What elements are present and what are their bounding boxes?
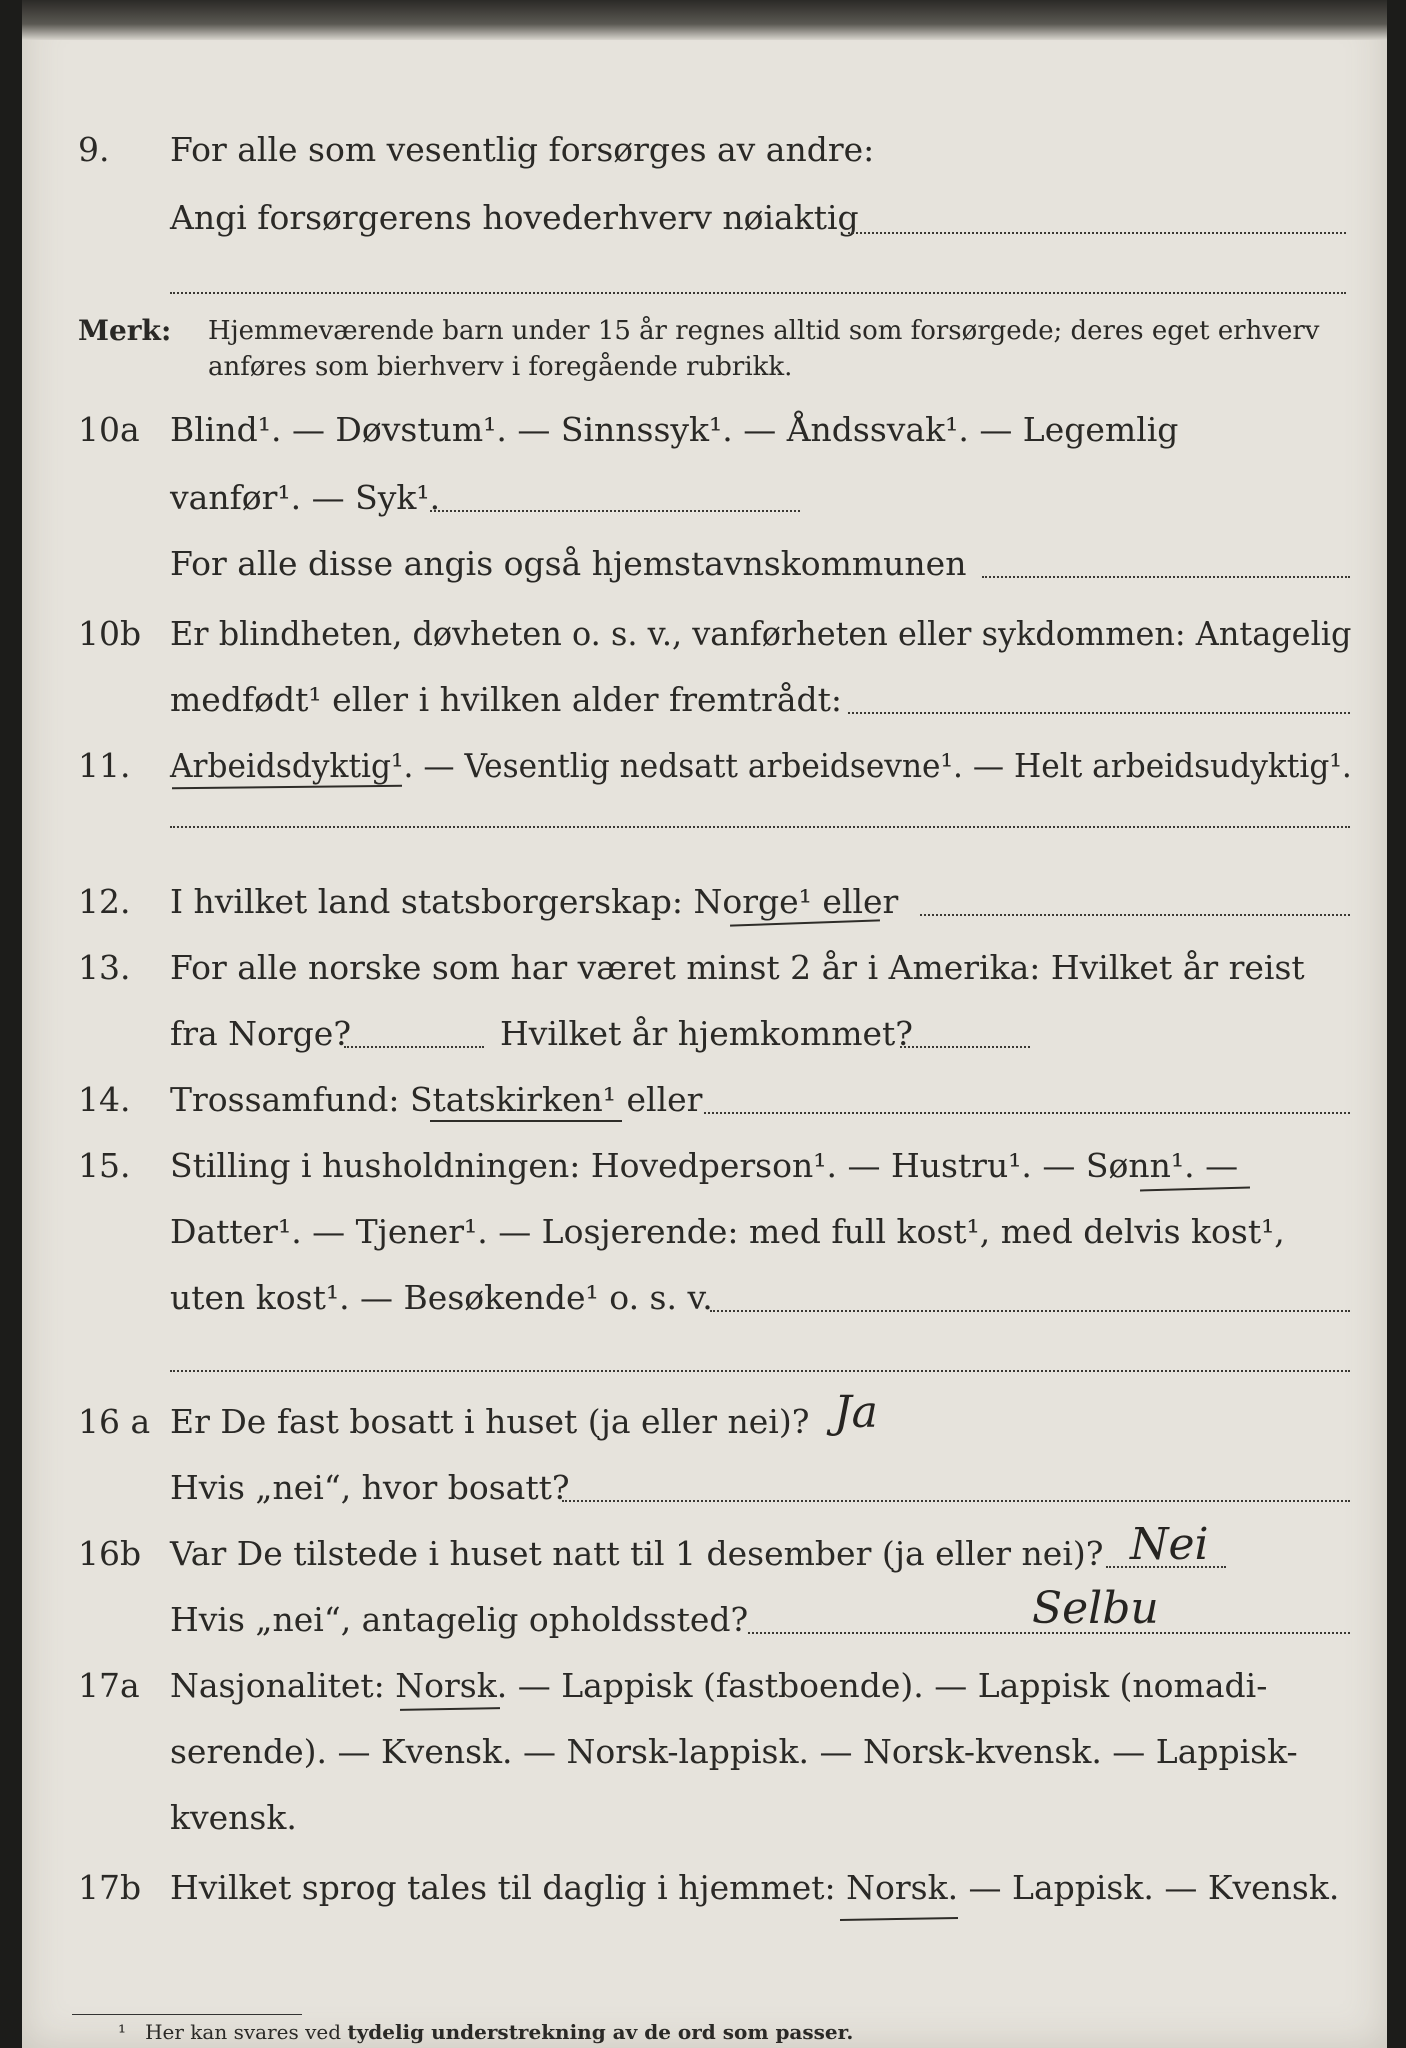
q10b-line1: Er blindheten, døvheten o. s. v., vanførheten eller sykdommen: Antagelig xyxy=(170,614,1352,653)
q10b-number: 10b xyxy=(78,614,142,653)
q14-answer-line[interactable] xyxy=(704,1112,1350,1114)
q17b-line1: Hvilket sprog tales til daglig i hjemmet: Norsk. — Lappisk. — Kvensk. xyxy=(170,1868,1340,1907)
q12-line1: I hvilket land statsborgerskap: Norge¹ eller xyxy=(170,882,899,921)
q16a-line1: Er De fast bosatt i huset (ja eller nei)? xyxy=(170,1402,810,1441)
q14-handwritten-underline xyxy=(430,1120,622,1122)
q16b-line2: Hvis „nei“, antagelig opholdssted? xyxy=(170,1600,749,1639)
q16b-line1: Var De tilstede i huset natt til 1 desember (ja eller nei)? xyxy=(170,1534,1104,1573)
q11-number: 11. xyxy=(78,746,131,785)
merk-line1: Hjemmeværende barn under 15 år regnes alltid som forsørgede; deres eget erhverv xyxy=(208,316,1320,346)
footnote xyxy=(118,2020,853,2044)
census-form-page xyxy=(22,0,1387,2048)
q10b-answer-line[interactable] xyxy=(848,712,1350,714)
q15-number: 15. xyxy=(78,1146,131,1185)
q15-line3: uten kost¹. — Besøkende¹ o. s. v. xyxy=(170,1278,713,1317)
q10a-answer-line[interactable] xyxy=(430,510,800,512)
q14-line1: Trossamfund: Statskirken¹ eller xyxy=(170,1080,703,1119)
q10a-line1: Blind¹. — Døvstum¹. — Sinnssyk¹. — Åndssvak¹. — Legemlig xyxy=(170,410,1179,449)
q17a-line1: Nasjonalitet: Norsk. — Lappisk (fastboende). — Lappisk (nomadi- xyxy=(170,1666,1268,1705)
q11-answer-line[interactable] xyxy=(170,826,1350,828)
q11-line1: Arbeidsdyktig¹. — Vesentlig nedsatt arbeidsevne¹. — Helt arbeidsudyktig¹. xyxy=(170,746,1352,785)
q9-line2: Angi forsørgerens hovederhverv nøiaktig xyxy=(170,198,859,237)
q16a-line2: Hvis „nei“, hvor bosatt? xyxy=(170,1468,570,1507)
q10b-line2: medfødt¹ eller i hvilken alder fremtrådt: xyxy=(170,680,843,719)
q16b-opholdssted-line[interactable] xyxy=(748,1632,1350,1634)
q9-answer-line[interactable] xyxy=(848,232,1346,234)
q16a-answer-line[interactable] xyxy=(562,1500,1350,1502)
q17a-number: 17a xyxy=(78,1666,140,1705)
q12-answer-line[interactable] xyxy=(920,914,1350,916)
q9-number: 9. xyxy=(78,130,110,169)
q16b-handwritten-answer: Nei xyxy=(1130,1519,1209,1570)
q16b-answer-line[interactable] xyxy=(1106,1566,1226,1568)
q13-reist-line[interactable] xyxy=(344,1046,484,1048)
footnote-rule xyxy=(72,2014,302,2015)
q15-line1: Stilling i husholdningen: Hovedperson¹. — Hustru¹. — Sønn¹. — xyxy=(170,1146,1239,1185)
footnote-mark: ¹ xyxy=(118,2020,127,2044)
footnote-text: Her kan svares ved xyxy=(145,2020,348,2044)
q9-answer-line-2[interactable] xyxy=(170,292,1346,294)
q15-answer-line[interactable] xyxy=(710,1310,1350,1312)
q15-line2: Datter¹. — Tjener¹. — Losjerende: med full kost¹, med delvis kost¹, xyxy=(170,1212,1285,1251)
page-top-edge xyxy=(22,0,1387,40)
merk-label: Merk: xyxy=(78,314,172,347)
q9-line1: For alle som vesentlig forsørges av andre: xyxy=(170,130,875,169)
q13-number: 13. xyxy=(78,948,131,987)
q16a-number: 16 a xyxy=(78,1402,151,1441)
q17a-handwritten-underline xyxy=(400,1707,500,1711)
q13-line1: For alle norske som har været minst 2 år i Amerika: Hvilket år reist xyxy=(170,948,1305,987)
q17b-number: 17b xyxy=(78,1868,142,1907)
q10a-line3: For alle disse angis også hjemstavnskommunen xyxy=(170,544,967,583)
q12-number: 12. xyxy=(78,882,131,921)
q13-line2b: Hvilket år hjemkommet? xyxy=(500,1014,913,1053)
q17a-line3: kvensk. xyxy=(170,1798,297,1837)
q10a-line2: vanfør¹. — Syk¹. xyxy=(170,478,441,517)
q14-number: 14. xyxy=(78,1080,131,1119)
q17a-line2: serende). — Kvensk. — Norsk-lappisk. — Norsk-kvensk. — Lappisk- xyxy=(170,1732,1298,1771)
footnote-text-bold: tydelig understrekning av de ord som passer. xyxy=(347,2020,854,2044)
q17b-handwritten-underline xyxy=(840,1917,958,1921)
q15-answer-line-2[interactable] xyxy=(170,1370,1350,1372)
q13-hjemkommet-line[interactable] xyxy=(900,1046,1030,1048)
q16b-number: 16b xyxy=(78,1534,142,1573)
q16b-handwritten-opholdssted: Selbu xyxy=(1032,1583,1159,1634)
q10a-hjemstavn-line[interactable] xyxy=(982,576,1350,578)
merk-line2: anføres som bierhverv i foregående rubrikk. xyxy=(208,352,793,382)
q13-line2a: fra Norge? xyxy=(170,1014,352,1053)
q16a-handwritten-answer: Ja xyxy=(834,1387,878,1438)
q10a-number: 10a xyxy=(78,410,140,449)
